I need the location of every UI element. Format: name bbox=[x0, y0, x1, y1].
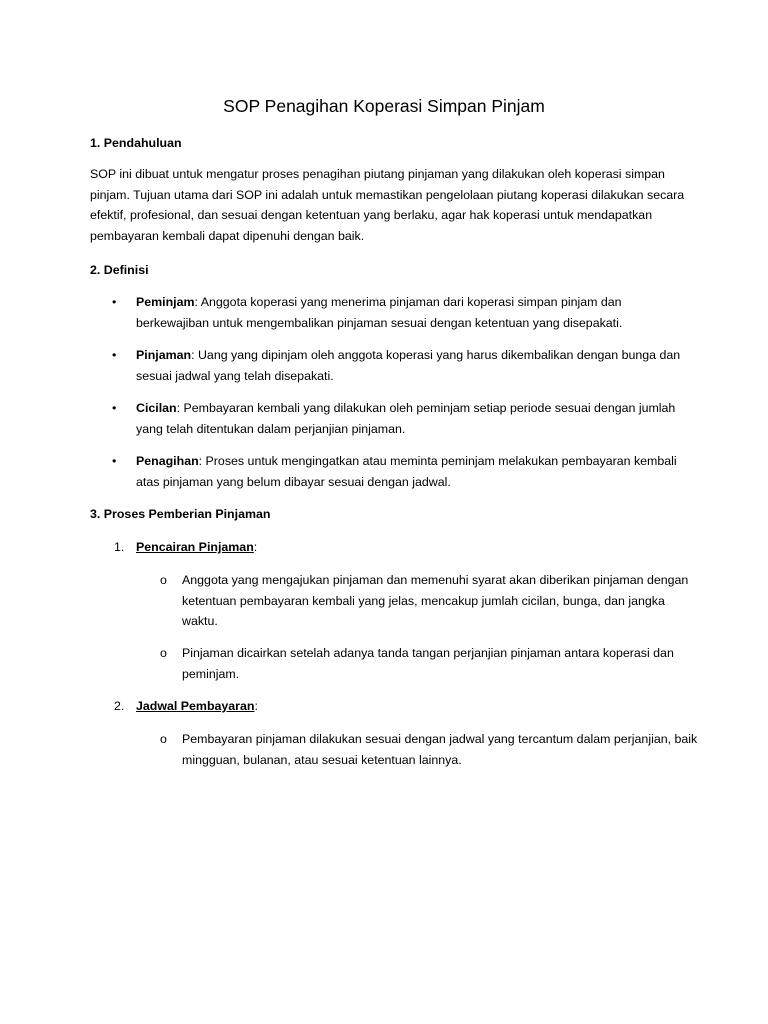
definition-desc: : Pembayaran kembali yang dilakukan oleh peminjam setiap periode sesuai dengan jumlah yang telah ditentukan dalam perjanjian pinjaman. bbox=[136, 401, 676, 436]
step-title: Jadwal Pembayaran: bbox=[136, 699, 258, 713]
subitem-text: Anggota yang mengajukan pinjaman dan memenuhi syarat akan diberikan pinjaman dengan ketentuan pembayaran kembali yang jelas, mencakup jumlah cicilan, bunga, dan jangka waktu. bbox=[182, 573, 689, 628]
definition-term: Penagihan bbox=[136, 454, 199, 468]
step-label: Pencairan Pinjaman bbox=[136, 540, 254, 554]
step-number: 2. bbox=[114, 699, 125, 713]
bullet-icon: • bbox=[112, 401, 117, 415]
bullet-icon: • bbox=[112, 348, 117, 362]
step-label: Jadwal Pembayaran bbox=[136, 699, 255, 713]
step-number: 1. bbox=[114, 540, 125, 554]
section-heading-definisi: 2. Definisi bbox=[90, 263, 149, 277]
definition-desc: : Anggota koperasi yang menerima pinjaman dari koperasi simpan pinjam dan berkewajiban untuk mengembalikan pinjaman sesuai dengan ketentuan yang disepakati. bbox=[136, 295, 623, 330]
section-heading-pendahuluan: 1. Pendahuluan bbox=[90, 136, 182, 150]
definition-term: Pinjaman bbox=[136, 348, 192, 362]
step-title: Pencairan Pinjaman: bbox=[136, 540, 258, 554]
bullet-icon: • bbox=[112, 295, 117, 309]
bullet-icon: • bbox=[112, 454, 117, 468]
definition-text bbox=[136, 292, 692, 333]
definition-text bbox=[136, 451, 692, 492]
definition-desc: : Uang yang dipinjam oleh anggota koperasi yang harus dikembalikan dengan bunga dan sesuai jadwal yang telah disepakati. bbox=[136, 348, 681, 383]
definition-term: Peminjam bbox=[136, 295, 195, 309]
subitem-text: Pembayaran pinjaman dilakukan sesuai dengan jadwal yang tercantum dalam perjanjian, baik mingguan, bulanan, atau sesuai ketentuan lainnya. bbox=[182, 732, 698, 767]
subitem-text: Pinjaman dicairkan setelah adanya tanda tangan perjanjian pinjaman antara koperasi dan peminjam. bbox=[182, 646, 674, 681]
definition-desc: : Proses untuk mengingatkan atau meminta peminjam melakukan pembayaran kembali atas pinjaman yang belum dibayar sesuai dengan jadwal. bbox=[136, 454, 677, 489]
definition-term: Cicilan bbox=[136, 401, 177, 415]
section-body-pendahuluan: SOP ini dibuat untuk mengatur proses penagihan piutang pinjaman yang dilakukan oleh koperasi simpan pinjam. Tujuan utama dari SOP ini adalah untuk memastikan pengelolaan piutang koperasi dilakukan secara efektif, profesional, dan sesuai dengan ketentuan yang berlaku, agar hak koperasi untuk mendapatkan pembayaran kembali dapat dipenuhi dengan baik. bbox=[90, 167, 685, 243]
circle-bullet-icon: o bbox=[160, 646, 167, 660]
circle-bullet-icon: o bbox=[160, 732, 167, 746]
section-heading-proses: 3. Proses Pemberian Pinjaman bbox=[90, 507, 271, 521]
document-title: SOP Penagihan Koperasi Simpan Pinjam bbox=[223, 96, 545, 116]
circle-bullet-icon: o bbox=[160, 573, 167, 587]
definition-text bbox=[136, 345, 692, 386]
definition-text bbox=[136, 398, 692, 439]
